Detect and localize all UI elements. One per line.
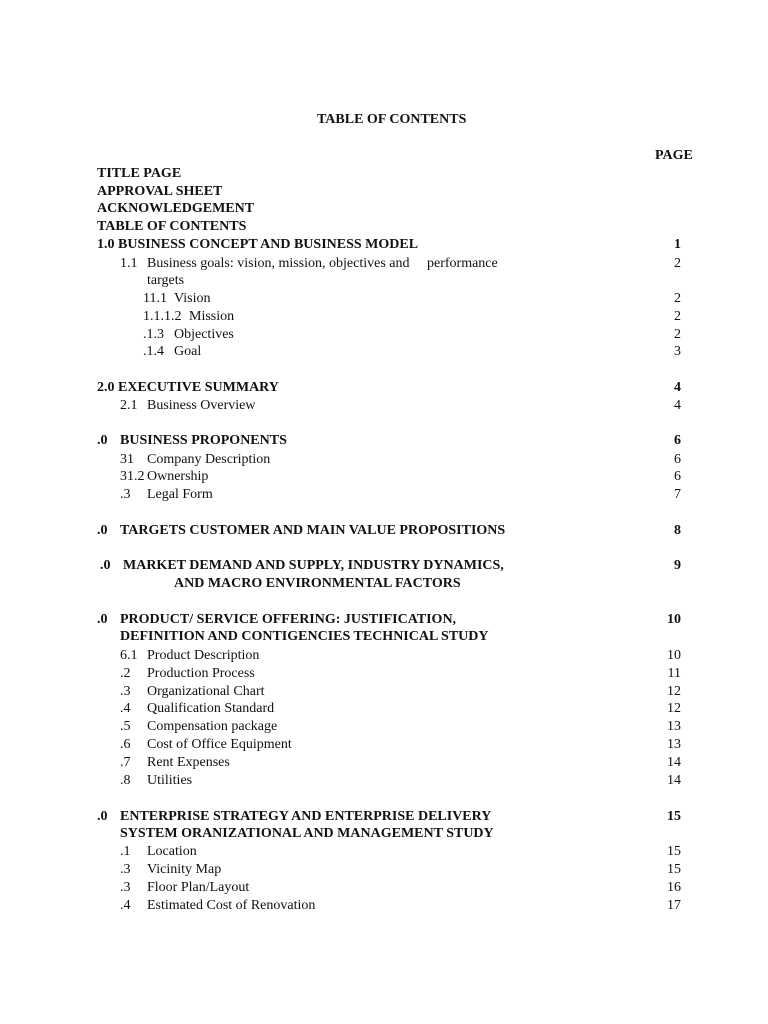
entry-label: Goal xyxy=(174,344,202,359)
section-page: 10 xyxy=(667,612,681,627)
entry-label: Legal Form xyxy=(147,487,213,502)
entry-number: 1.1 xyxy=(120,256,138,271)
front-matter-item: TABLE OF CONTENTS xyxy=(97,219,247,234)
section-title: BUSINESS PROPONENTS xyxy=(120,433,287,448)
section-number: .0 xyxy=(100,558,111,573)
section-title-continued: SYSTEM ORANIZATIONAL AND MANAGEMENT STUDY xyxy=(120,826,494,841)
entry-page: 7 xyxy=(674,487,681,502)
entry-label: Floor Plan/Layout xyxy=(147,880,250,895)
entry-page: 12 xyxy=(667,701,681,716)
entry-number: .4 xyxy=(120,898,131,913)
entry-number: 31.2 xyxy=(120,469,145,484)
entry-page: 4 xyxy=(674,398,681,413)
entry-number: .1.3 xyxy=(143,327,164,342)
entry-number: .3 xyxy=(120,862,131,877)
section-title: 2.0 EXECUTIVE SUMMARY xyxy=(97,380,279,395)
entry-label: Estimated Cost of Renovation xyxy=(147,898,316,913)
section-title: MARKET DEMAND AND SUPPLY, INDUSTRY DYNAMICS, xyxy=(123,558,504,573)
entry-page: 2 xyxy=(674,291,681,306)
entry-page: 2 xyxy=(674,327,681,342)
entry-page: 15 xyxy=(667,844,681,859)
section-title: TARGETS CUSTOMER AND MAIN VALUE PROPOSITIONS xyxy=(120,523,506,538)
section-page: 6 xyxy=(674,433,681,448)
entry-label: Compensation package xyxy=(147,719,278,734)
entry-number: .2 xyxy=(120,666,131,681)
entry-number: .7 xyxy=(120,755,131,770)
section-page: 1 xyxy=(674,237,681,252)
entry-number: .1.4 xyxy=(143,344,164,359)
entry-page: 12 xyxy=(667,684,681,699)
front-matter-item: TITLE PAGE xyxy=(97,166,182,181)
entry-number: .3 xyxy=(120,880,131,895)
entry-page: 2 xyxy=(674,256,681,271)
entry-page: 2 xyxy=(674,309,681,324)
section-number: .0 xyxy=(97,523,108,538)
section-number: .0 xyxy=(97,612,108,627)
front-matter-item: APPROVAL SHEET xyxy=(97,184,223,199)
section-title: PRODUCT/ SERVICE OFFERING: JUSTIFICATION, xyxy=(120,612,457,627)
entry-number: .4 xyxy=(120,701,131,716)
entry-number: .3 xyxy=(120,684,131,699)
entry-number: 11.1 xyxy=(143,291,167,306)
front-matter-item: ACKNOWLEDGEMENT xyxy=(97,201,255,216)
entry-page: 6 xyxy=(674,469,681,484)
entry-number: .3 xyxy=(120,487,131,502)
section-title-continued: AND MACRO ENVIRONMENTAL FACTORS xyxy=(174,576,461,591)
entry-page: 14 xyxy=(667,755,681,770)
section-page: 4 xyxy=(674,380,681,395)
entry-label: Ownership xyxy=(147,469,209,484)
entry-number: .6 xyxy=(120,737,131,752)
entry-label: Company Description xyxy=(147,452,271,467)
section-number: .0 xyxy=(97,433,108,448)
entry-page: 3 xyxy=(674,344,681,359)
entry-label: Product Description xyxy=(147,648,260,663)
entry-page: 10 xyxy=(667,648,681,663)
entry-number: 6.1 xyxy=(120,648,138,663)
entry-number: 31 xyxy=(120,452,134,467)
section-number: .0 xyxy=(97,809,108,824)
entry-label: Production Process xyxy=(147,666,255,681)
entry-label: Objectives xyxy=(174,327,234,342)
entry-label: Business Overview xyxy=(147,398,256,413)
entry-page: 14 xyxy=(667,773,681,788)
entry-label: Utilities xyxy=(147,773,193,788)
entry-label: Business goals: vision, mission, objectives and performance xyxy=(147,256,498,271)
entry-page: 17 xyxy=(667,898,681,913)
section-page: 9 xyxy=(674,558,681,573)
entry-label: Location xyxy=(147,844,197,859)
entry-label: Mission xyxy=(189,309,235,324)
section-page: 15 xyxy=(667,809,681,824)
entry-page: 13 xyxy=(667,719,681,734)
entry-number: .5 xyxy=(120,719,131,734)
entry-label: Organizational Chart xyxy=(147,684,265,699)
section-page: 8 xyxy=(674,523,681,538)
entry-label: targets xyxy=(147,273,185,288)
entry-number: 2.1 xyxy=(120,398,138,413)
entry-page: 16 xyxy=(667,880,681,895)
entry-label: Rent Expenses xyxy=(147,755,230,770)
entry-number: .1 xyxy=(120,844,131,859)
toc-title: TABLE OF CONTENTS xyxy=(317,112,467,127)
section-title-continued: DEFINITION AND CONTIGENCIES TECHNICAL STUDY xyxy=(120,629,489,644)
entry-label: Vision xyxy=(174,291,211,306)
entry-page: 6 xyxy=(674,452,681,467)
section-title: ENTERPRISE STRATEGY AND ENTERPRISE DELIVERY xyxy=(120,809,492,824)
entry-label: Qualification Standard xyxy=(147,701,275,716)
page-column-header: PAGE xyxy=(655,148,693,163)
entry-page: 15 xyxy=(667,862,681,877)
section-title: 1.0 BUSINESS CONCEPT AND BUSINESS MODEL xyxy=(97,237,419,252)
entry-number: 1.1.1.2 xyxy=(143,309,182,324)
entry-label: Vicinity Map xyxy=(147,862,222,877)
entry-label: Cost of Office Equipment xyxy=(147,737,292,752)
entry-page: 11 xyxy=(667,666,681,681)
entry-page: 13 xyxy=(667,737,681,752)
entry-number: .8 xyxy=(120,773,131,788)
